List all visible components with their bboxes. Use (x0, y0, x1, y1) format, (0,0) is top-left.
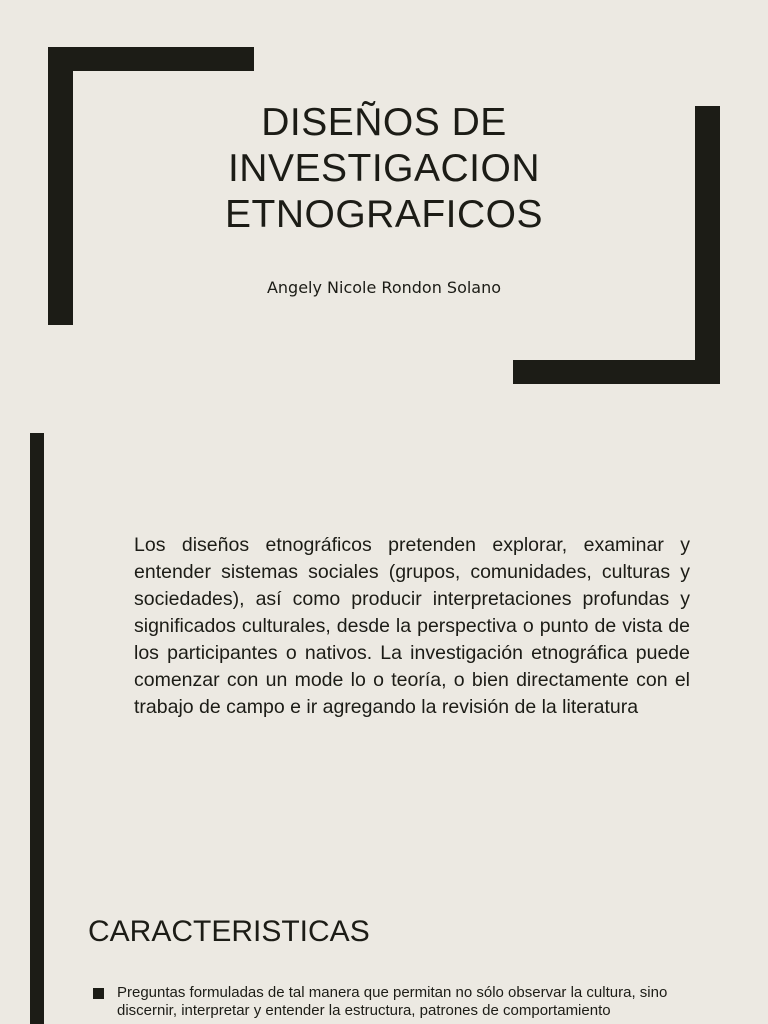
definition-paragraph: Los diseños etnográficos pretenden explorar, examinar y entender sistemas sociales (grupos, comunidades, culturas y sociedades), así como producir interpretaciones profundas y significados culturales, desde la perspectiva o punto de vista de los participantes o nativos. La investigación etnográfica puede comenzar con un mode lo o teoría, o bien directamente con el trabajo de campo e ir agregando la revisión de la literatura (134, 534, 690, 718)
frame-bar-left (48, 47, 73, 325)
frame-bar-right (695, 106, 720, 384)
bullet-list (93, 984, 693, 1020)
frame-bar-bottom (513, 360, 720, 384)
bullet-text: Preguntas formuladas de tal manera que permitan no sólo observar la cultura, sino discernir, interpretar y entender la estructura, patrones de comportamiento (117, 984, 668, 1019)
author-name: Angely Nicole Rondon Solano (266, 278, 502, 297)
accent-bar-left (30, 433, 44, 866)
square-bullet-icon (93, 988, 104, 999)
frame-bar-top (48, 47, 254, 71)
slide-characteristics (0, 866, 768, 1024)
slide-title (0, 0, 768, 408)
bullet-item (93, 984, 693, 1020)
slide-title-text: DISEÑOS DE INVESTIGACION ETNOGRAFICOS (224, 101, 544, 236)
section-heading: CARACTERISTICAS (88, 915, 370, 948)
accent-bar-left (30, 866, 44, 1024)
slide-definition (0, 408, 768, 866)
